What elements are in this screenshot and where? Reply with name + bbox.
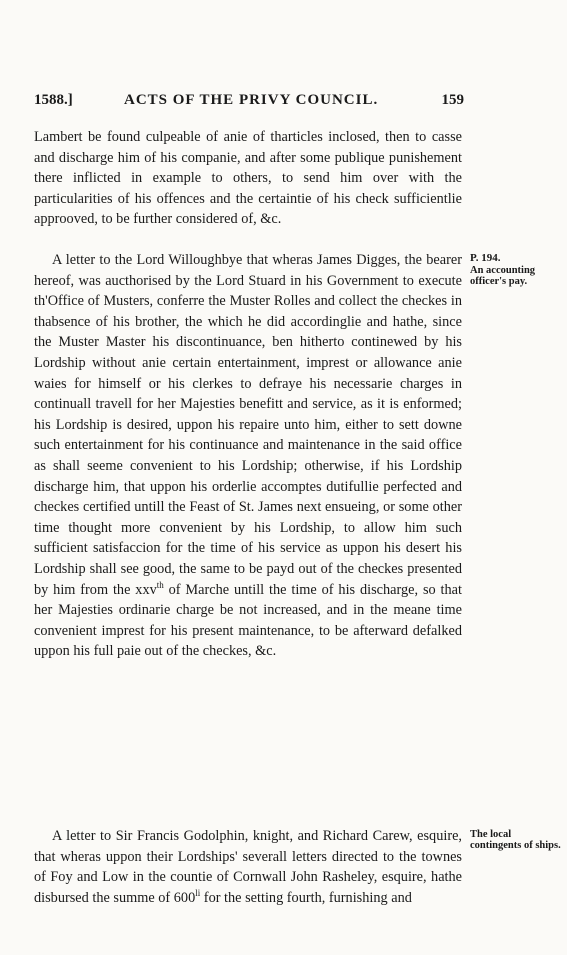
header-title: ACTS OF THE PRIVY COUNCIL. — [124, 92, 379, 108]
header-year: 1588.] — [34, 92, 73, 108]
paragraph-2: A letter to the Lord Willoughbye that wheras James Digges, the bearer hereof, was aucthorised by the Lord Stuard in his Government to execute th'Office of Musters, conferre the Muster Rolles and collect the checkes in thabsence of his brother, the which he did accordinglie and hathe, since the Muster Master his discontinuance, ben hitherto continewed by his Lordship without anie certain entertainment, imprest or allowance anie waies for himself or his clerkes to defraye his necessarie charges in continuall travell for her Majesties benefitt and service, as it is enformed; his Lordship is desired, uppon his repaire unto him, either to sett downe such entertainment for his continuance and maintenance in the said office as shall seeme convenient to his Lordship; otherwise, if his Lordship discharge him, that uppon his orderlie accomptes dutifullie perfected and checkes certified untill the Feast of St. James next ensueing, or some other time thought more convenient by his Lordship, to allow him such sufficient satisfaccion for the time of his service as uppon his desert his Lordship shall see good, the same to be payd out of the checkes presented by him from the xxv$^{th}$ of Marche untill the time of his discharge, so that her Majesties ordinarie charge be not increased, and in the meane time convenient imprest for his present maintenance, to be afterward defalked uppon his full paie out of the checkes, &c. — [34, 252, 462, 660]
page-number: 159 — [441, 92, 464, 108]
margin-note-2 — [470, 829, 562, 851]
paragraph-1: Lambert be found culpeable of anie of tharticles inclosed, then to casse and discharge him of his companie, and after some publique punishement there inflicted in example to others, to send him over with the particularities of his offences and the certaintie of his check sufficientlie approoved, to be further considered of, &c. — [34, 129, 462, 228]
running-header — [34, 92, 464, 114]
margin-note-1 — [470, 253, 562, 287]
margin-page-ref: P. 194. — [470, 252, 501, 264]
margin-note-text: An accounting officer's pay. — [470, 265, 536, 287]
margin-note-text: The local contingents of ships. — [470, 829, 561, 851]
paragraph-3: A letter to Sir Francis Godolphin, knight, and Richard Carew, esquire, that wheras uppon their Lordships' severall letters directed to the townes of Foy and Low in the countie of Cornwall John Rasheley, esquire, hathe disbursed the summe of $600^{li}$ for the setting fourth, furnishing and — [34, 828, 462, 906]
